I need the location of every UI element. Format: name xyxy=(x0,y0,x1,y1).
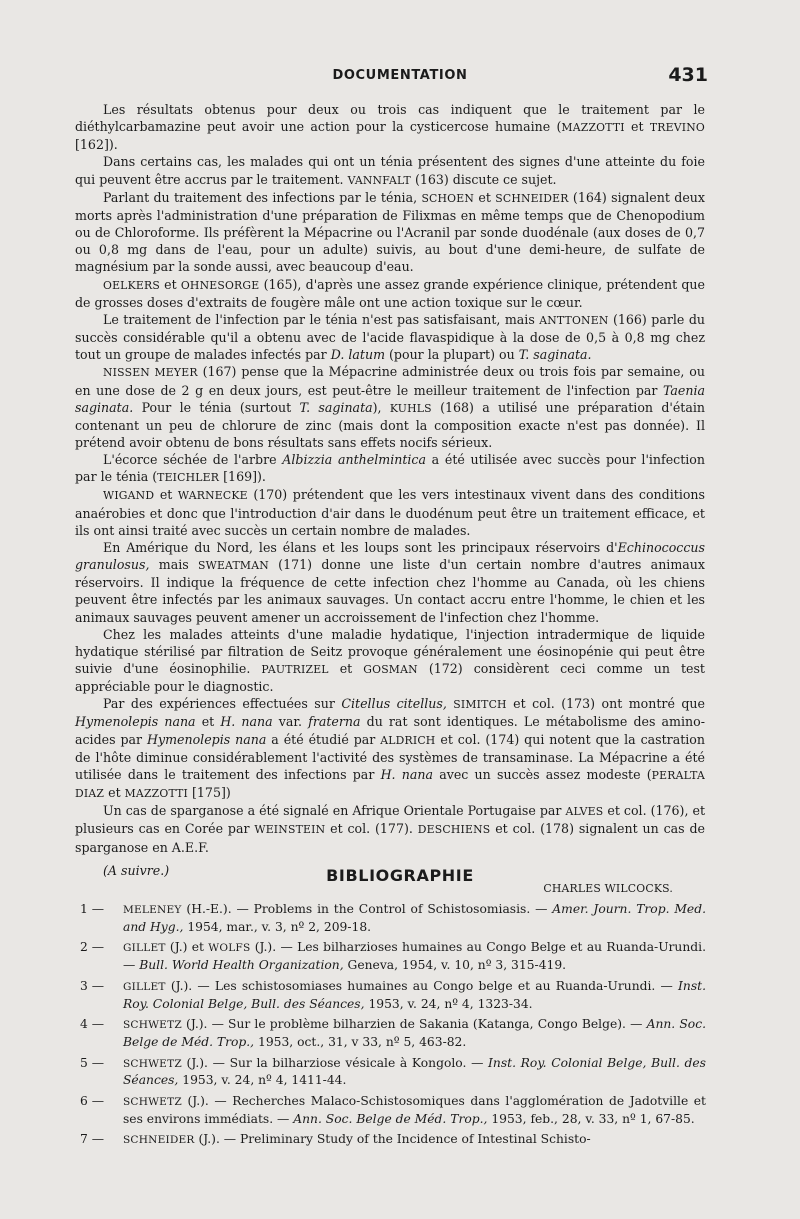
author-name: WOLFS xyxy=(208,942,251,955)
italic-text: Ann. Soc. Belge de Méd. Trop., xyxy=(123,1017,706,1049)
reference-number: 4 — xyxy=(80,1017,105,1032)
text-run: mais xyxy=(149,557,198,573)
author-name: SCHOEN xyxy=(421,191,475,205)
italic-text: fraterna xyxy=(308,714,361,730)
text-run: (J.) et xyxy=(165,940,209,955)
reference-number: 5 — xyxy=(80,1055,105,1070)
author-name: VANNFALT xyxy=(347,173,411,187)
text-run: a été utilisée avec succès pour l'infection par le ténia ( xyxy=(75,452,705,485)
text-run: 1954, mar., v. 3, nº 2, 209-18. xyxy=(183,919,372,934)
italic-text: T. saginata. xyxy=(518,347,592,363)
text-run: L'écorce séchée de l'arbre xyxy=(103,452,283,468)
text-run: (167) pense que la Mépacrine administrée deux ou trois fois par semaine, ou en une dose de 2 g en deux jours, est peut-être le meilleur traitement de l'infection par xyxy=(75,364,705,398)
italic-text: H. nana xyxy=(220,714,273,730)
italic-text: Taenia saginata. xyxy=(75,382,705,415)
text-run: (171) donne une liste d'un certain nombre d'autres animaux réservoirs. Il indique la fréquence de cette infection chez l'homme au Canada, où les chiens peuvent être infectés par les animaux sauvages. Un contact accru entre l'homme, le chien et les animaux sauvages peuvent amener un accroissement de l'infection chez l'homme. xyxy=(75,557,705,625)
text-run: (163) discute ce sujet. xyxy=(410,171,557,187)
text-run: et xyxy=(104,785,125,801)
text-run: (pour la plupart) ou xyxy=(385,347,519,363)
paragraphs xyxy=(75,101,705,856)
paragraph xyxy=(75,451,705,486)
text-run: 1953, v. 24, nº 4, 1411-44. xyxy=(178,1073,347,1088)
italic-text: T. saginata xyxy=(299,399,373,415)
paragraph xyxy=(75,189,705,276)
paragraph xyxy=(75,486,705,538)
reference-item xyxy=(80,901,706,935)
reference-item xyxy=(80,1055,706,1089)
text-run: Chez les malades atteints d'une maladie hydatique, l'injection intradermique de liquide hydatique stérilisé par filtration de Seitz provoque généralement une éosinopénie qui peut être suivie d'une éosinophilie. xyxy=(75,626,705,676)
author-name: SCHNEIDER xyxy=(495,191,569,205)
paragraph xyxy=(75,695,705,802)
text-run: (J.). — Recherches Malaco-Schistosomiques dans l'agglomération de Jadotville et ses environs immédiats. — xyxy=(123,1094,706,1126)
running-head: DOCUMENTATION xyxy=(332,68,468,83)
text-run: En Amérique du Nord, les élans et les loups sont les principaux réservoirs d' xyxy=(103,539,618,555)
text-run: 1953, oct., 31, v 33, nº 5, 463-82. xyxy=(254,1034,467,1049)
text-run: et col. (173) ont montré que xyxy=(506,696,705,712)
reference-item xyxy=(80,1016,706,1050)
author-name: SCHNEIDER xyxy=(123,1134,195,1147)
author-name: ALDRICH xyxy=(380,733,436,747)
reference-item xyxy=(80,978,706,1012)
italic-text: Inst. Roy. Colonial Belge, Bull. des Séances, xyxy=(123,1055,706,1088)
author-name: TEICHLER xyxy=(157,471,220,485)
reference-number: 6 — xyxy=(80,1094,105,1109)
author-name: MAZZOTTI xyxy=(561,121,625,135)
paragraph xyxy=(75,802,705,855)
author-signature: CHARLES WILCOCKS. xyxy=(543,881,673,895)
italic-text: Ann. Soc. Belge de Méd. Trop., xyxy=(293,1111,488,1126)
text-run: var. xyxy=(272,714,309,730)
italic-text: Bull. World Health Organization, xyxy=(139,958,344,973)
author-name: SCHWETZ xyxy=(123,1096,182,1109)
author-name: TREVINO xyxy=(649,121,705,135)
paragraph xyxy=(75,363,705,451)
author-name: ANTTONEN xyxy=(539,313,609,327)
text-run: Les résultats obtenus pour deux ou trois cas indiquent que le traitement par le diéthylcarbamazine peut avoir une action pour la cysticercose humaine ( xyxy=(75,102,705,135)
text-run: Par des expériences effectuées sur xyxy=(103,696,342,712)
author-name: KUHLS xyxy=(389,401,432,415)
author-name: OELKERS xyxy=(103,278,160,292)
author-name: MELENEY xyxy=(123,904,182,916)
text-run: et col. (174) qui notent que la castration de l'hôte diminue considérablement l'activité des systèmes de transaminase. La Mépacrine a été utilisée dans le traitement des infections par xyxy=(75,731,705,782)
text-run: 1953, feb., 28, v. 33, nº 1, 67-85. xyxy=(487,1111,695,1126)
text-run: et xyxy=(474,189,496,205)
reference-number: 7 — xyxy=(80,1132,105,1147)
continuation-note: (A suivre.) xyxy=(103,862,170,878)
italic-text: H. nana xyxy=(380,766,433,782)
italic-text: Citellus citellus, xyxy=(341,696,447,712)
author-name: SIMITCH xyxy=(453,698,507,712)
author-name: WARNECKE xyxy=(177,489,248,503)
text-run: et col. (178) signalent un cas de sparganose en A.E.F. xyxy=(75,821,706,855)
text-run: (165), d'après une assez grande expérience clinique, prétendent que de grosses doses d'extraits de fougère mâle ont une action toxique sur le cœur. xyxy=(75,276,706,310)
text-run: (170) prétendent que les vers intestinaux vivent dans des conditions anaérobies et donc que l'introduction d'air dans le duodénum peut être un traitement efficace, et ils ont ainsi traité avec succès un certain nombre de malades. xyxy=(75,487,706,538)
author-name: DESCHIENS xyxy=(417,823,491,837)
text-run: (168) a utilisé une préparation d'étain contenant un peu de chlorure de zinc (mais dont la composition exacte n'est pas donnée). Il prétend avoir obtenu de bons résultats sans effets nocifs sérieux. xyxy=(75,399,706,450)
text-run: Pour le ténia (surtout xyxy=(133,399,300,415)
author-name: WIGAND xyxy=(103,489,155,503)
text-run: (172) considèrent ceci comme un test appréciable pour le diagnostic. xyxy=(75,661,705,695)
paragraph xyxy=(75,539,705,626)
paragraph xyxy=(75,153,705,188)
author-name: NISSEN MEYER xyxy=(103,366,198,380)
italic-text: Echinococcus granulosus, xyxy=(75,539,705,573)
text-run: Dans certains cas, les malades qui ont un ténia présentent des signes d'une atteinte du foie qui peuvent être accrus par le traitement. xyxy=(75,154,705,187)
reference-number: 1 — xyxy=(80,902,105,916)
italic-text: Albizzia anthelmintica xyxy=(282,452,426,468)
text-run: (H.-E.). — Problems in the Control of Schistosomiasis. — xyxy=(181,902,553,916)
reference-item xyxy=(80,1131,706,1149)
text-run: (J.). — Preliminary Study of the Incidence of Intestinal Schisto- xyxy=(194,1132,591,1147)
text-run: Parlant du traitement des infections par le ténia, xyxy=(103,189,422,205)
page-header xyxy=(0,66,800,86)
paragraph xyxy=(75,101,705,153)
text-run: ), xyxy=(372,399,390,415)
text-run: [169]). xyxy=(219,469,266,485)
text-run: avec un succès assez modeste ( xyxy=(433,766,652,782)
author-name: SWEATMAN xyxy=(198,559,269,573)
italic-text: Amer. Journ. Trop. Med. and Hyg., xyxy=(123,902,706,934)
text-run: (J.). — Sur le problème bilharzien de Sakania (Katanga, Congo Belge). — xyxy=(181,1017,647,1032)
text-run: Un cas de sparganose a été signalé en Afrique Orientale Portugaise par xyxy=(103,803,566,819)
text-run: et xyxy=(624,119,650,135)
bibliography-list xyxy=(80,901,706,1153)
author-name: WEINSTEIN xyxy=(254,823,326,837)
italic-text: Hymenolepis nana xyxy=(75,714,196,730)
text-run: a été étudié par xyxy=(266,731,381,747)
reference-item xyxy=(80,939,706,973)
text-run: 1953, v. 24, nº 4, 1323-34. xyxy=(364,996,533,1011)
text-run: (J.). — Les schistosomiases humaines au Congo belge et au Ruanda-Urundi. — xyxy=(165,978,679,993)
text-run: et xyxy=(195,714,221,730)
author-name: GILLET xyxy=(123,980,166,993)
text-run: (164) signalent deux morts après l'administration d'une préparation de Filixmas en même temps que de Chenopodium ou de Chloroforme. Ils préfèrent la Mépacrine ou l'Acranil par sonde duodénale (aux doses de 0,7 ou 0,8 mg dans de l'eau, pour un adulte) suivis, au bout d'une demi-heure, de sulfate de magnésium par la sonde aussi, avec beaucoup d'eau. xyxy=(75,189,705,275)
body-text xyxy=(75,101,705,897)
paragraph xyxy=(75,276,705,311)
italic-text: D. latum xyxy=(330,347,386,363)
author-name: PAUTRIZEL xyxy=(261,663,329,676)
paragraph xyxy=(75,626,705,696)
text-run: [162]). xyxy=(75,137,118,153)
author-name: PERALTA DIAZ xyxy=(75,768,705,801)
text-run: (J.). — Les bilharzioses humaines au Congo Belge et au Ruanda-Urundi. — xyxy=(123,940,706,973)
author-name: SCHWETZ xyxy=(123,1057,182,1070)
text-run: et xyxy=(154,487,178,503)
reference-number: 2 — xyxy=(80,940,105,955)
text-run: Le traitement de l'infection par le ténia n'est pas satisfaisant, mais xyxy=(103,311,540,327)
reference-number: 3 — xyxy=(80,978,105,993)
bibliography-title: BIBLIOGRAPHIE xyxy=(326,866,474,885)
author-name: ALVES xyxy=(565,805,604,819)
author-name: MAZZOTTI xyxy=(124,787,188,801)
page-number: 431 xyxy=(668,64,708,86)
italic-text: Inst. Roy. Colonial Belge, Bull. des Séances, xyxy=(123,978,706,1011)
author-name: SCHWETZ xyxy=(123,1019,182,1032)
text-run: (J.). — Sur la bilharziose vésicale à Kongolo. — xyxy=(181,1055,489,1070)
author-name: GOSMAN xyxy=(363,663,418,676)
text-run: et col. (177). xyxy=(325,821,418,837)
author-name: OHNESORGE xyxy=(180,278,260,292)
italic-text: Hymenolepis nana xyxy=(147,731,267,747)
paragraph xyxy=(75,311,705,363)
text-run: du rat sont identiques. Le métabolisme des amino-acides par xyxy=(75,714,705,747)
text-run: [175]) xyxy=(188,785,231,801)
text-run: (166) parle du succès considérable qu'il a obtenu avec de l'acide flavaspidique à la dose de 0,5 à 0,8 mg chez tout un groupe de malades infectés par xyxy=(75,311,705,363)
text-run: et col. (176), et plusieurs cas en Corée par xyxy=(75,803,706,837)
text-run: et xyxy=(159,276,181,292)
reference-item xyxy=(80,1093,706,1127)
text-run: et xyxy=(328,661,364,676)
author-name: GILLET xyxy=(123,942,166,955)
text-run: Geneva, 1954, v. 10, nº 3, 315-419. xyxy=(343,958,567,973)
